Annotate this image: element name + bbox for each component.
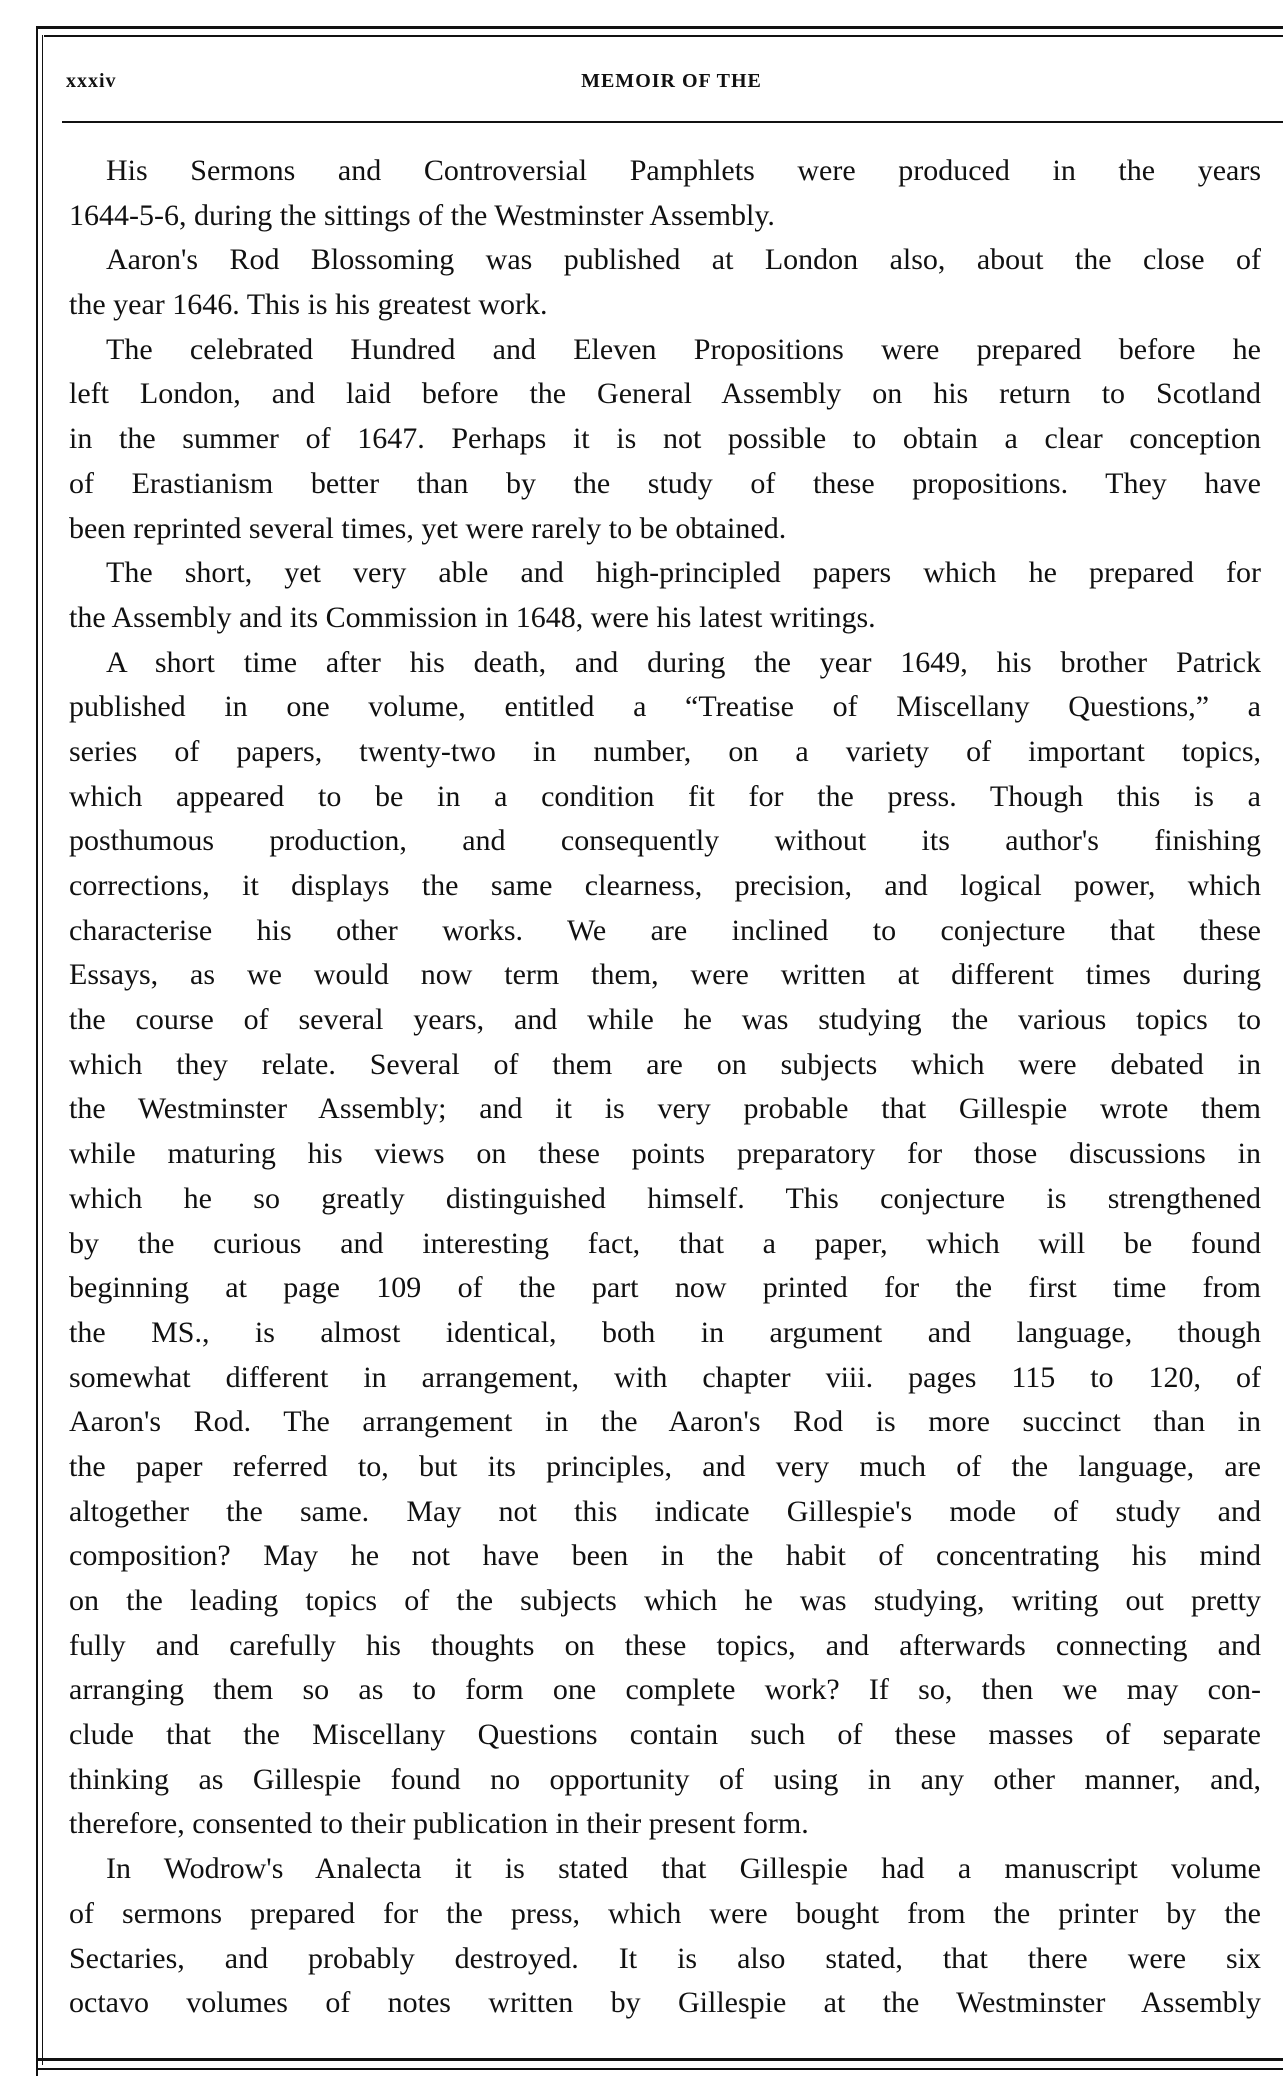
text-line: A short time after his death, and during the year 1649, his brother Patrick [106, 645, 1261, 679]
text-line: left London, and laid before the General Assembly on his return to Scotland [69, 377, 1261, 411]
text-line: His Sermons and Controversial Pamphlets were produced in the years [106, 154, 1261, 187]
text-line: the paper referred to, but its principles, and very much of the language, are [69, 1449, 1261, 1483]
text-line: characterise his other works. We are inclined to conjecture that these [69, 913, 1261, 947]
text-line: the course of several years, and while he was studying the various topics to [69, 1003, 1261, 1037]
running-title: MEMOIR OF THE [581, 70, 762, 92]
text-line: octavo volumes of notes written by Gillespie at the Westminster Assembly [69, 1986, 1261, 2020]
text-line: composition? May he not have been in the habit of concentrating his mind [69, 1539, 1261, 1573]
text-line: Essays, as we would now term them, were written at different times during [69, 958, 1261, 992]
bottom-border-rule-inner [36, 2068, 1283, 2070]
text-line: of Erastianism better than by the study of these propositions. They have [69, 466, 1261, 500]
text-line: 1644-5-6, during the sittings of the Westminster Assembly. [69, 198, 775, 232]
header-rule [62, 121, 1283, 123]
text-line: clude that the Miscellany Questions contain such of these masses of separate [69, 1718, 1261, 1752]
text-line: thinking as Gillespie found no opportunity of using in any other manner, and, [69, 1762, 1261, 1796]
text-line: Aaron's Rod Blossoming was published at London also, about the close of [106, 243, 1261, 277]
text-line: in the summer of 1647. Perhaps it is not possible to obtain a clear conception [69, 422, 1261, 456]
left-border-rule [36, 26, 38, 2076]
text-line: been reprinted several times, yet were rarely to be obtained. [69, 511, 787, 545]
text-line: the Westminster Assembly; and it is very probable that Gillespie wrote them [69, 1092, 1261, 1126]
text-line: of sermons prepared for the press, which were bought from the printer by the [69, 1896, 1261, 1930]
text-line: the Assembly and its Commission in 1648, were his latest writings. [69, 600, 876, 634]
bottom-border-rule [36, 2058, 1283, 2061]
text-line: corrections, it displays the same clearness, precision, and logical power, which [69, 869, 1261, 902]
text-line: In Wodrow's Analecta it is stated that Gillespie had a manuscript volume [106, 1852, 1261, 1886]
text-line: The short, yet very able and high-principled papers which he prepared for [106, 556, 1261, 590]
text-line: on the leading topics of the subjects which he was studying, writing out pretty [69, 1584, 1261, 1617]
text-line: therefore, consented to their publication in their present form. [69, 1807, 809, 1841]
text-line: the year 1646. This is his greatest work. [69, 288, 548, 322]
text-line: which they relate. Several of them are on subjects which were debated in [69, 1047, 1261, 1081]
text-line: Aaron's Rod. The arrangement in the Aaron's Rod is more succinct than in [69, 1405, 1261, 1439]
text-line: The celebrated Hundred and Eleven Propositions were prepared before he [106, 332, 1261, 366]
left-border-rule-inner [42, 35, 43, 2065]
top-border-rule [36, 26, 1283, 29]
text-line: fully and carefully his thoughts on these topics, and afterwards connecting and [69, 1628, 1261, 1662]
body-text [69, 149, 1261, 2026]
text-line: beginning at page 109 of the part now printed for the first time from [69, 1271, 1261, 1305]
text-line: by the curious and interesting fact, that a paper, which will be found [69, 1226, 1261, 1260]
text-line: which he so greatly distinguished himself. This conjecture is strengthened [69, 1181, 1261, 1215]
text-line: which appeared to be in a condition fit for the press. Though this is a [69, 779, 1261, 813]
text-line: Sectaries, and probably destroyed. It is also stated, that there were six [69, 1941, 1261, 1975]
text-line: while maturing his views on these points preparatory for those discussions in [69, 1137, 1261, 1171]
text-line: somewhat different in arrangement, with chapter viii. pages 115 to 120, of [69, 1360, 1261, 1394]
text-line: series of papers, twenty-two in number, on a variety of important topics, [69, 734, 1261, 768]
text-line: published in one volume, entitled a “Treatise of Miscellany Questions,” a [69, 690, 1261, 724]
text-line: the MS., is almost identical, both in argument and language, though [69, 1315, 1261, 1349]
top-border-rule-inner [44, 35, 1283, 37]
text-line: arranging them so as to form one complete work? If so, then we may con- [69, 1673, 1261, 1707]
text-line: altogether the same. May not this indicate Gillespie's mode of study and [69, 1494, 1261, 1528]
page-number: xxxiv [66, 70, 117, 92]
text-line: posthumous production, and consequently without its author's finishing [69, 824, 1261, 858]
